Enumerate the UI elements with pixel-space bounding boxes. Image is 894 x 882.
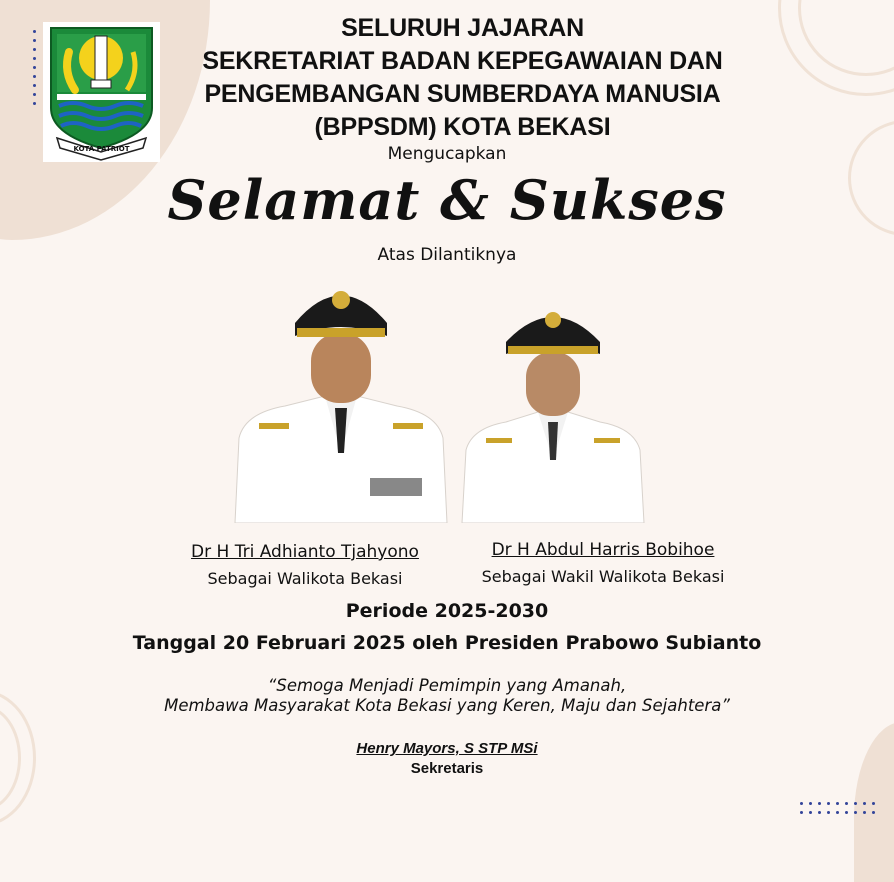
official-photo-mayor bbox=[225, 278, 457, 523]
dot-pattern-left bbox=[33, 30, 36, 105]
headline: Selamat & Sukses bbox=[167, 168, 727, 232]
quote-line-1: “Semoga Menjadi Pemimpin yang Amanah, bbox=[267, 676, 627, 695]
period-text: Periode 2025-2030 bbox=[345, 600, 549, 622]
signer-name: Henry Mayors, S STP MSi bbox=[356, 740, 538, 757]
header-line: (BPPSDM) KOTA BEKASI bbox=[314, 113, 611, 141]
official-name-vice-mayor: Dr H Abdul Harris Bobihoe bbox=[491, 540, 715, 560]
quote-line-2: Membawa Masyarakat Kota Bekasi yang Keren, Maju dan Sejahtera” bbox=[164, 696, 730, 715]
subtitle-text: Atas Dilantiknya bbox=[377, 245, 517, 265]
logo-ribbon-text: KOTA PATRIOT bbox=[73, 145, 130, 153]
header-line: SELURUH JAJARAN bbox=[341, 14, 584, 42]
intro-text: Mengucapkan bbox=[387, 144, 507, 164]
header-line: PENGEMBANGAN SUMBERDAYA MANUSIA bbox=[204, 80, 721, 108]
organization-header bbox=[175, 12, 750, 144]
date-line: Tanggal 20 Februari 2025 oleh Presiden Prabowo Subianto bbox=[132, 632, 762, 654]
dot-pattern-bottom-right bbox=[800, 802, 875, 814]
official-photo-vice-mayor bbox=[458, 300, 648, 523]
header-line: SEKRETARIAT BADAN KEPEGAWAIAN DAN bbox=[202, 47, 723, 75]
official-role-vice-mayor: Sebagai Wakil Walikota Bekasi bbox=[481, 567, 725, 586]
official-role-mayor: Sebagai Walikota Bekasi bbox=[207, 569, 403, 588]
signer-title: Sekretaris bbox=[410, 760, 484, 777]
official-name-mayor: Dr H Tri Adhianto Tjahyono bbox=[191, 542, 419, 562]
city-emblem-logo bbox=[43, 22, 160, 162]
